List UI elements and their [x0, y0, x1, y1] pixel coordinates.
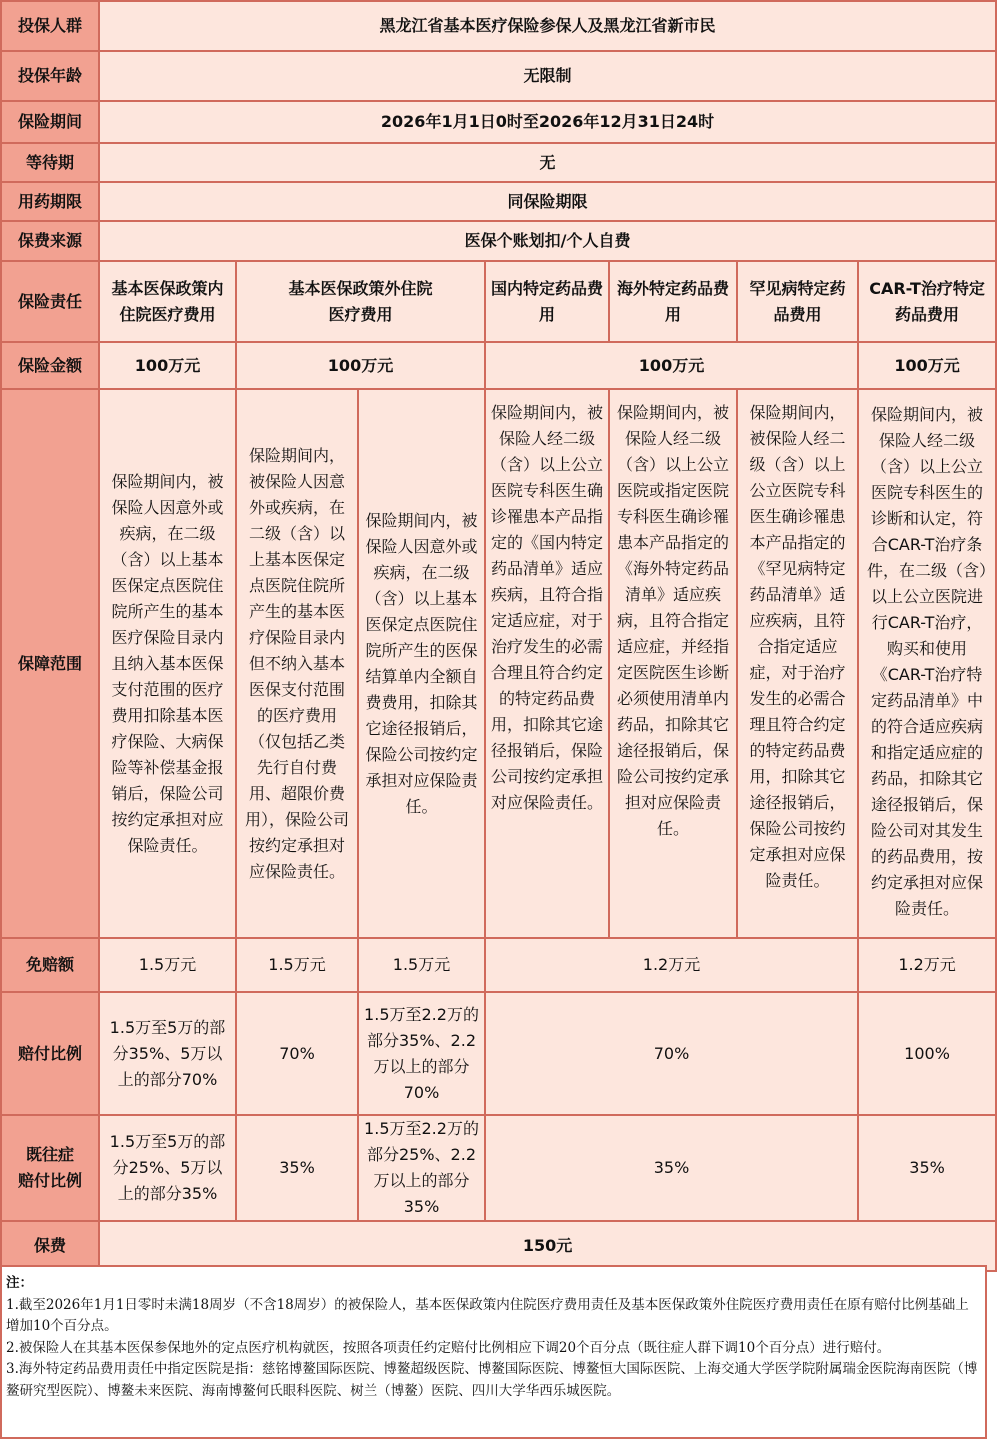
scope-text: 保险期间内，被保险人因意外或疾病，在二级（含）以上基本医保定点医院住院所产生的基本医疗保险目录内且纳入基本医保支付范围的医疗费用扣除基本医疗保险、大病保险等补偿基金报销后，保险公司按约定承担对应保险责任。: [99, 389, 236, 938]
liability-item: CAR-T治疗特定药品费用: [858, 261, 996, 342]
label-drug-period: 用药期限: [1, 182, 99, 221]
ratio-value: 1.5万至2.2万的部分35%、2.2万以上的部分70%: [358, 992, 485, 1115]
amount-value: 100万元: [236, 342, 485, 389]
row-waiting: [1, 143, 996, 182]
deductible-value: 1.5万元: [358, 938, 485, 992]
row-insured-group: [1, 1, 996, 51]
deductible-value: 1.5万元: [236, 938, 358, 992]
ratio-value: 70%: [236, 992, 358, 1115]
label-insured-group: 投保人群: [1, 1, 99, 51]
label-liability: 保险责任: [1, 261, 99, 342]
pre-ratio-value: 35%: [858, 1115, 996, 1221]
label-amount: 保险金额: [1, 342, 99, 389]
deductible-value: 1.2万元: [858, 938, 996, 992]
row-premium-source: [1, 221, 996, 261]
label-scope: 保障范围: [1, 389, 99, 938]
ratio-value: 100%: [858, 992, 996, 1115]
row-pre-existing-ratio: [1, 1115, 996, 1221]
row-deductible: [1, 938, 996, 992]
amount-value: 100万元: [485, 342, 858, 389]
value-premium: 150元: [99, 1221, 996, 1271]
label-age: 投保年龄: [1, 51, 99, 101]
label-ratio: 赔付比例: [1, 992, 99, 1115]
value-insured-group: 黑龙江省基本医疗保险参保人及黑龙江省新市民: [99, 1, 996, 51]
scope-text: 保险期间内，被保险人经二级（含）以上公立医院专科医生确诊罹患本产品指定的《国内特定药品清单》适应疾病，且符合指定适应症，对于治疗发生的必需合理且符合约定的特定药品费用，扣除其它途径报销后，保险公司按约定承担对应保险责任。: [485, 389, 609, 938]
label-premium-source: 保费来源: [1, 221, 99, 261]
liability-item: 基本医保政策外住院医疗费用: [236, 261, 485, 342]
row-scope: [1, 389, 996, 938]
value-drug-period: 同保险期限: [99, 182, 996, 221]
value-period: 2026年1月1日0时至2026年12月31日24时: [99, 101, 996, 143]
pre-ratio-value: 35%: [485, 1115, 858, 1221]
deductible-value: 1.5万元: [99, 938, 236, 992]
note-item: 2.被保险人在其基本医保参保地外的定点医疗机构就医，按照各项责任约定赔付比例相应下调20个百分点（既往症人群下调10个百分点）进行赔付。: [6, 1339, 891, 1356]
row-liability: [1, 261, 996, 342]
value-waiting: 无: [99, 143, 996, 182]
scope-text: 保险期间内，被保险人因意外或疾病，在二级（含）以上基本医保定点医院住院所产生的基本医疗保险目录内但不纳入基本医保支付范围的医疗费用（仅包括乙类先行自付费用、超限价费用），保险公司按约定承担对应保险责任。: [236, 389, 358, 938]
row-period: [1, 101, 996, 143]
liability-item: 罕见病特定药品费用: [737, 261, 858, 342]
scope-text: 保险期间内，被保险人经二级（含）以上公立医院专科医生的诊断和认定，符合CAR-T治疗条件，在二级（含）以上公立医院进行CAR-T治疗，购买和使用《CAR-T治疗特定药品清单》中的符合适应疾病和指定适应症的药品，扣除其它途径报销后，保险公司对其发生的药品费用，按约定承担对应保险责任。: [858, 389, 996, 938]
liability-item: 海外特定药品费用: [609, 261, 737, 342]
notes-box: [0, 1265, 987, 1439]
row-amount: [1, 342, 996, 389]
value-age: 无限制: [99, 51, 996, 101]
ratio-value: 70%: [485, 992, 858, 1115]
label-line: 赔付比例: [17, 1171, 82, 1190]
scope-text: 保险期间内，被保险人经二级（含）以上公立医院专科医生确诊罹患本产品指定的《罕见病特定药品清单》适应疾病，且符合指定适应症，对于治疗发生的必需合理且符合约定的特定药品费用，扣除其它途径报销后，保险公司按约定承担对应保险责任。: [737, 389, 858, 938]
pre-ratio-value: 35%: [236, 1115, 358, 1221]
deductible-value: 1.2万元: [485, 938, 858, 992]
scope-text: 保险期间内，被保险人因意外或疾病，在二级（含）以上基本医保定点医院住院所产生的医保结算单内全额自费费用，扣除其它途径报销后，保险公司按约定承担对应保险责任。: [358, 389, 485, 938]
note-item: 1.截至2026年1月1日零时未满18周岁（不含18周岁）的被保险人，基本医保政策内住院医疗费用责任及基本医保政策外住院医疗费用责任在原有赔付比例基础上增加10个百分点。: [6, 1296, 969, 1334]
row-premium: [1, 1221, 996, 1271]
liability-item: 基本医保政策内住院医疗费用: [99, 261, 236, 342]
ratio-value: 1.5万至5万的部分35%、5万以上的部分70%: [99, 992, 236, 1115]
label-waiting: 等待期: [1, 143, 99, 182]
pre-ratio-value: 1.5万至5万的部分25%、5万以上的部分35%: [99, 1115, 236, 1221]
label-deductible: 免赔额: [1, 938, 99, 992]
scope-text: 保险期间内，被保险人经二级（含）以上公立医院或指定医院专科医生确诊罹患本产品指定的《海外特定药品清单》适应疾病，且符合指定适应症，并经指定医院医生诊断必须使用清单内药品，扣除其它途径报销后，保险公司按约定承担对应保险责任。: [609, 389, 737, 938]
value-premium-source: 医保个账划扣/个人自费: [99, 221, 996, 261]
amount-value: 100万元: [99, 342, 236, 389]
liability-item: 国内特定药品费用: [485, 261, 609, 342]
amount-value: 100万元: [858, 342, 996, 389]
row-ratio: [1, 992, 996, 1115]
label-line: 既往症: [25, 1145, 74, 1164]
row-age: [1, 51, 996, 101]
label-pre-existing-ratio: [1, 1115, 99, 1221]
row-drug-period: [1, 182, 996, 221]
notes-title: 注：: [6, 1275, 33, 1291]
note-item: 3.海外特定药品费用责任中指定医院是指：慈铭博鳌国际医院、博鳌超级医院、博鳌国际医院、博鳌恒大国际医院、上海交通大学医学院附属瑞金医院海南医院（博鳌研究型医院）、博鳌未来医院、海南博鳌何氏眼科医院、树兰（博鳌）医院、四川大学华西乐城医院。: [6, 1361, 978, 1399]
label-premium: 保费: [1, 1221, 99, 1271]
label-period: 保险期间: [1, 101, 99, 143]
pre-ratio-value: 1.5万至2.2万的部分25%、2.2万以上的部分35%: [358, 1115, 485, 1221]
